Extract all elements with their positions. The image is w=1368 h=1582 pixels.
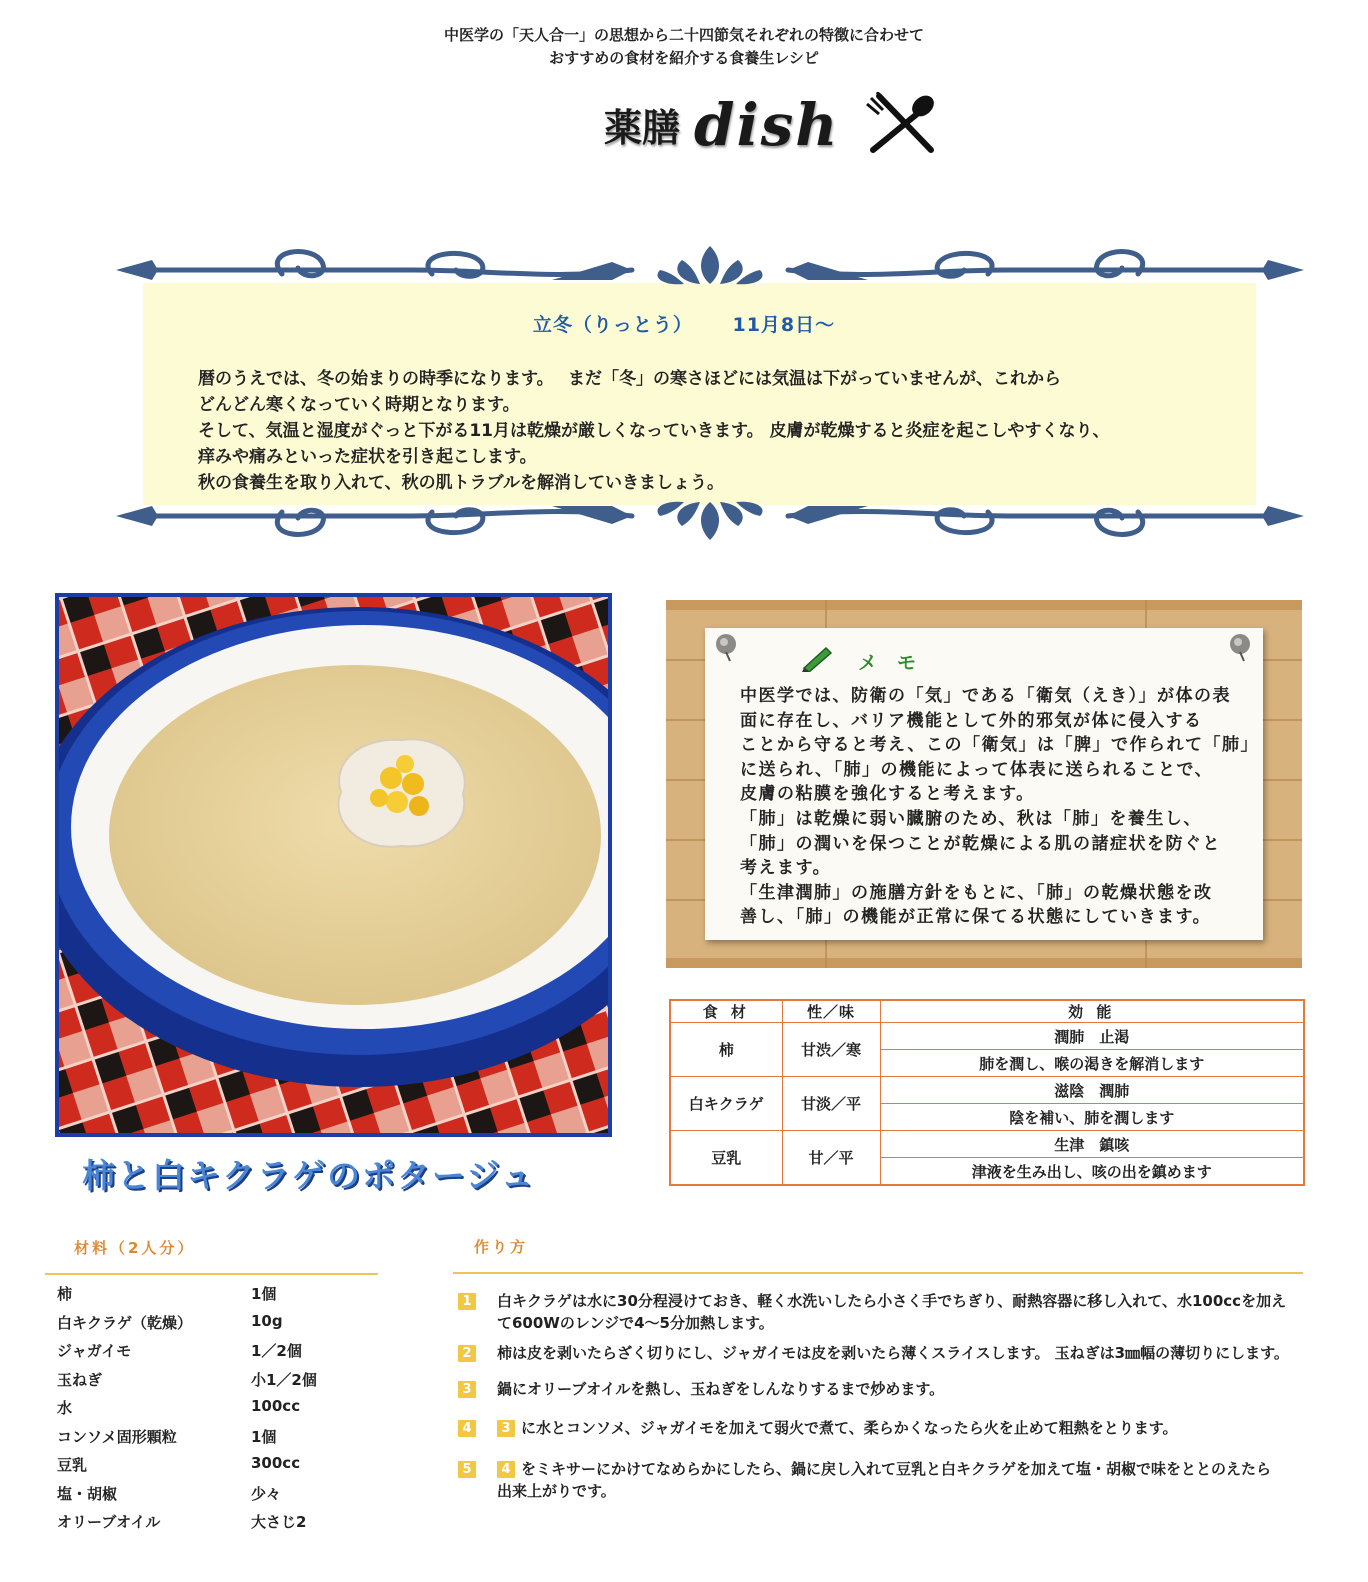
food-effect: 潤肺 止渇 [880,1023,1304,1050]
intro-line-2: おすすめの食材を紹介する食養生レシピ [549,49,819,67]
memo-line: 面に存在し、バリア機能として外的邪気が体に侵入する [740,710,1203,731]
ornament-top [112,240,1308,298]
list-item [57,1369,377,1398]
step-text: 白キクラゲは水に30分程浸けておき、軽く水洗いしたら小さく手でちぎり、耐熱容器に移し入れて、水100ccを加え [497,1292,1287,1310]
list-item [57,1283,377,1312]
step-item [458,1417,1298,1439]
step-ref-badge: 3 [497,1420,515,1437]
step-number-badge: 5 [458,1461,476,1478]
season-line: 秋の食養生を取り入れて、秋の肌トラブルを解消していきましょう。 [198,473,724,493]
memo-body [740,684,1260,930]
memo-line: 「肺」は乾燥に弱い臓腑のため、秋は「肺」を養生し、 [740,808,1202,829]
dish-photo [55,593,612,1137]
step-text: に水とコンソメ、ジャガイモを加えて弱火で煮て、柔らかくなったら火を止めて粗熱をとります。 [521,1419,1178,1437]
list-item [57,1312,377,1341]
ingredient-name: オリーブオイル [57,1513,161,1531]
ingredient-name: ジャガイモ [57,1342,132,1360]
step-text: をミキサーにかけてなめらかにしたら、鍋に戻し入れて豆乳と白キクラゲを加えて塩・胡椒で味をととのえたら [521,1460,1272,1478]
ingredient-amount: 300cc [251,1454,301,1472]
memo-line: 中医学では、防衛の「気」である「衛気（えき）」が体の表 [740,686,1231,706]
ingredient-amount: 10g [251,1311,283,1330]
ornament-bottom [112,488,1308,546]
pushpin-icon [712,632,740,662]
food-effect-desc: 陰を補い、肺を潤します [880,1104,1304,1131]
ingredient-name: 水 [57,1399,73,1417]
list-item [57,1340,377,1369]
list-item [57,1483,377,1512]
season-name: 立冬（りっとう） [532,314,693,336]
steps-divider [453,1272,1303,1274]
ingredient-name: 白キクラゲ（乾燥） [57,1313,193,1332]
ingredients-title: 材料（2人分） [74,1239,196,1257]
memo-line: ことから守ると考え、この「衛気」は「脾」で作られて「肺」 [740,735,1260,756]
intro-text [0,24,1368,70]
season-line: 暦のうえでは、冬の始まりの時季になります。 まだ「冬」の寒さほどには気温は下がっていませんが、これから [198,369,1062,389]
fork-spoon-icon [865,92,943,154]
pushpin-icon [1226,632,1254,662]
ingredient-name: 玉ねぎ [57,1370,103,1389]
food-effect: 滋陰 潤肺 [880,1077,1304,1104]
memo-title: メモ [858,652,937,674]
ingredient-name: 柿 [57,1285,73,1303]
header-nature: 性／味 [782,1000,880,1023]
step-number-badge: 2 [458,1345,476,1362]
ingredient-name: コンソメ固形顆粒 [57,1427,177,1446]
memo-line: 「生津潤肺」の施膳方針をもとに、「肺」の乾燥状態を改 [740,882,1213,903]
ingredient-name: 塩・胡椒 [57,1484,118,1503]
step-text: て600Wのレンジで4～5分加熱します。 [497,1314,774,1332]
food-effect-desc: 津液を生み出し、咳の出を鎮めます [880,1158,1304,1186]
step-item [458,1458,1298,1500]
season-description [198,366,1218,496]
step-text: 出来上がりです。 [497,1482,616,1500]
food-effect: 生津 鎮咳 [880,1131,1304,1158]
food-name: 柿 [670,1023,782,1077]
food-name: 豆乳 [670,1131,782,1186]
step-ref-badge: 4 [497,1461,515,1478]
list-item [57,1511,377,1540]
dish-name: 柿と白キクラゲのポタージュ [82,1156,536,1195]
ingredients-list [57,1283,377,1540]
food-nature: 甘／平 [782,1131,880,1186]
step-number-badge: 1 [458,1293,476,1310]
step-item [458,1342,1298,1364]
ingredient-amount: 大さじ2 [251,1513,307,1531]
memo-line: 善し、「肺」の機能が正常に保てる状態にしていきます。 [740,907,1212,928]
ingredient-amount: 少々 [251,1484,282,1503]
brand-jp: 薬膳 [604,106,681,150]
list-item [57,1454,377,1483]
header-effect: 効 能 [880,1000,1304,1023]
step-number-badge: 4 [458,1420,476,1437]
ingredient-amount: 1個 [251,1285,277,1303]
steps-title: 作り方 [474,1238,529,1256]
ingredient-amount: 1／2個 [251,1342,302,1360]
list-item [57,1426,377,1455]
season-title [0,310,1368,337]
ingredient-name: 豆乳 [57,1456,88,1474]
ingredient-amount: 小1／2個 [251,1370,317,1389]
brand-en: dish [694,91,840,159]
food-properties-table [669,999,1305,1186]
memo-line: 考えます。 [740,858,832,879]
ingredient-amount: 100cc [251,1397,301,1415]
ingredient-amount: 1個 [251,1427,277,1446]
season-line: そして、気温と湿度がぐっと下がる11月は乾燥が厳しくなっていきます。 皮膚が乾燥すると炎症を起こしやすくなり、 [198,421,1110,441]
season-line: 痒みや痛みといった症状を引き起こします。 [198,447,537,467]
step-item [458,1378,1298,1400]
food-effect-desc: 肺を潤し、喉の渇きを解消します [880,1050,1304,1077]
food-nature: 甘淡／平 [782,1077,880,1131]
season-line: どんどん寒くなっていく時期となります。 [198,395,520,415]
header-food: 食 材 [670,1000,782,1023]
food-name: 白キクラゲ [670,1077,782,1131]
list-item [57,1397,377,1426]
intro-line-1: 中医学の「天人合一」の思想から二十四節気それぞれの特徴に合わせて [443,26,924,44]
food-nature: 甘渋／寒 [782,1023,880,1077]
brand-logo [604,88,943,158]
step-text: 鍋にオリーブオイルを熱し、玉ねぎをしんなりするまで炒めます。 [497,1380,945,1398]
ingredients-divider [45,1273,378,1275]
memo-line: 「肺」の潤いを保つことが乾燥による肌の諸症状を防ぐと [740,833,1221,854]
step-number-badge: 3 [458,1381,476,1398]
step-text: 柿は皮を剥いたらざく切りにし、ジャガイモは皮を剥いたら薄くスライスします。 玉ねぎは3㎜幅の薄切りにします。 [497,1344,1289,1362]
season-date: 11月8日～ [732,314,836,336]
pencil-icon [800,644,834,672]
step-item [458,1290,1298,1332]
memo-line: に送られ、「肺」の機能によって体表に送られることで、 [740,759,1214,780]
memo-line: 皮膚の粘膜を強化すると考えます。 [740,784,1035,805]
